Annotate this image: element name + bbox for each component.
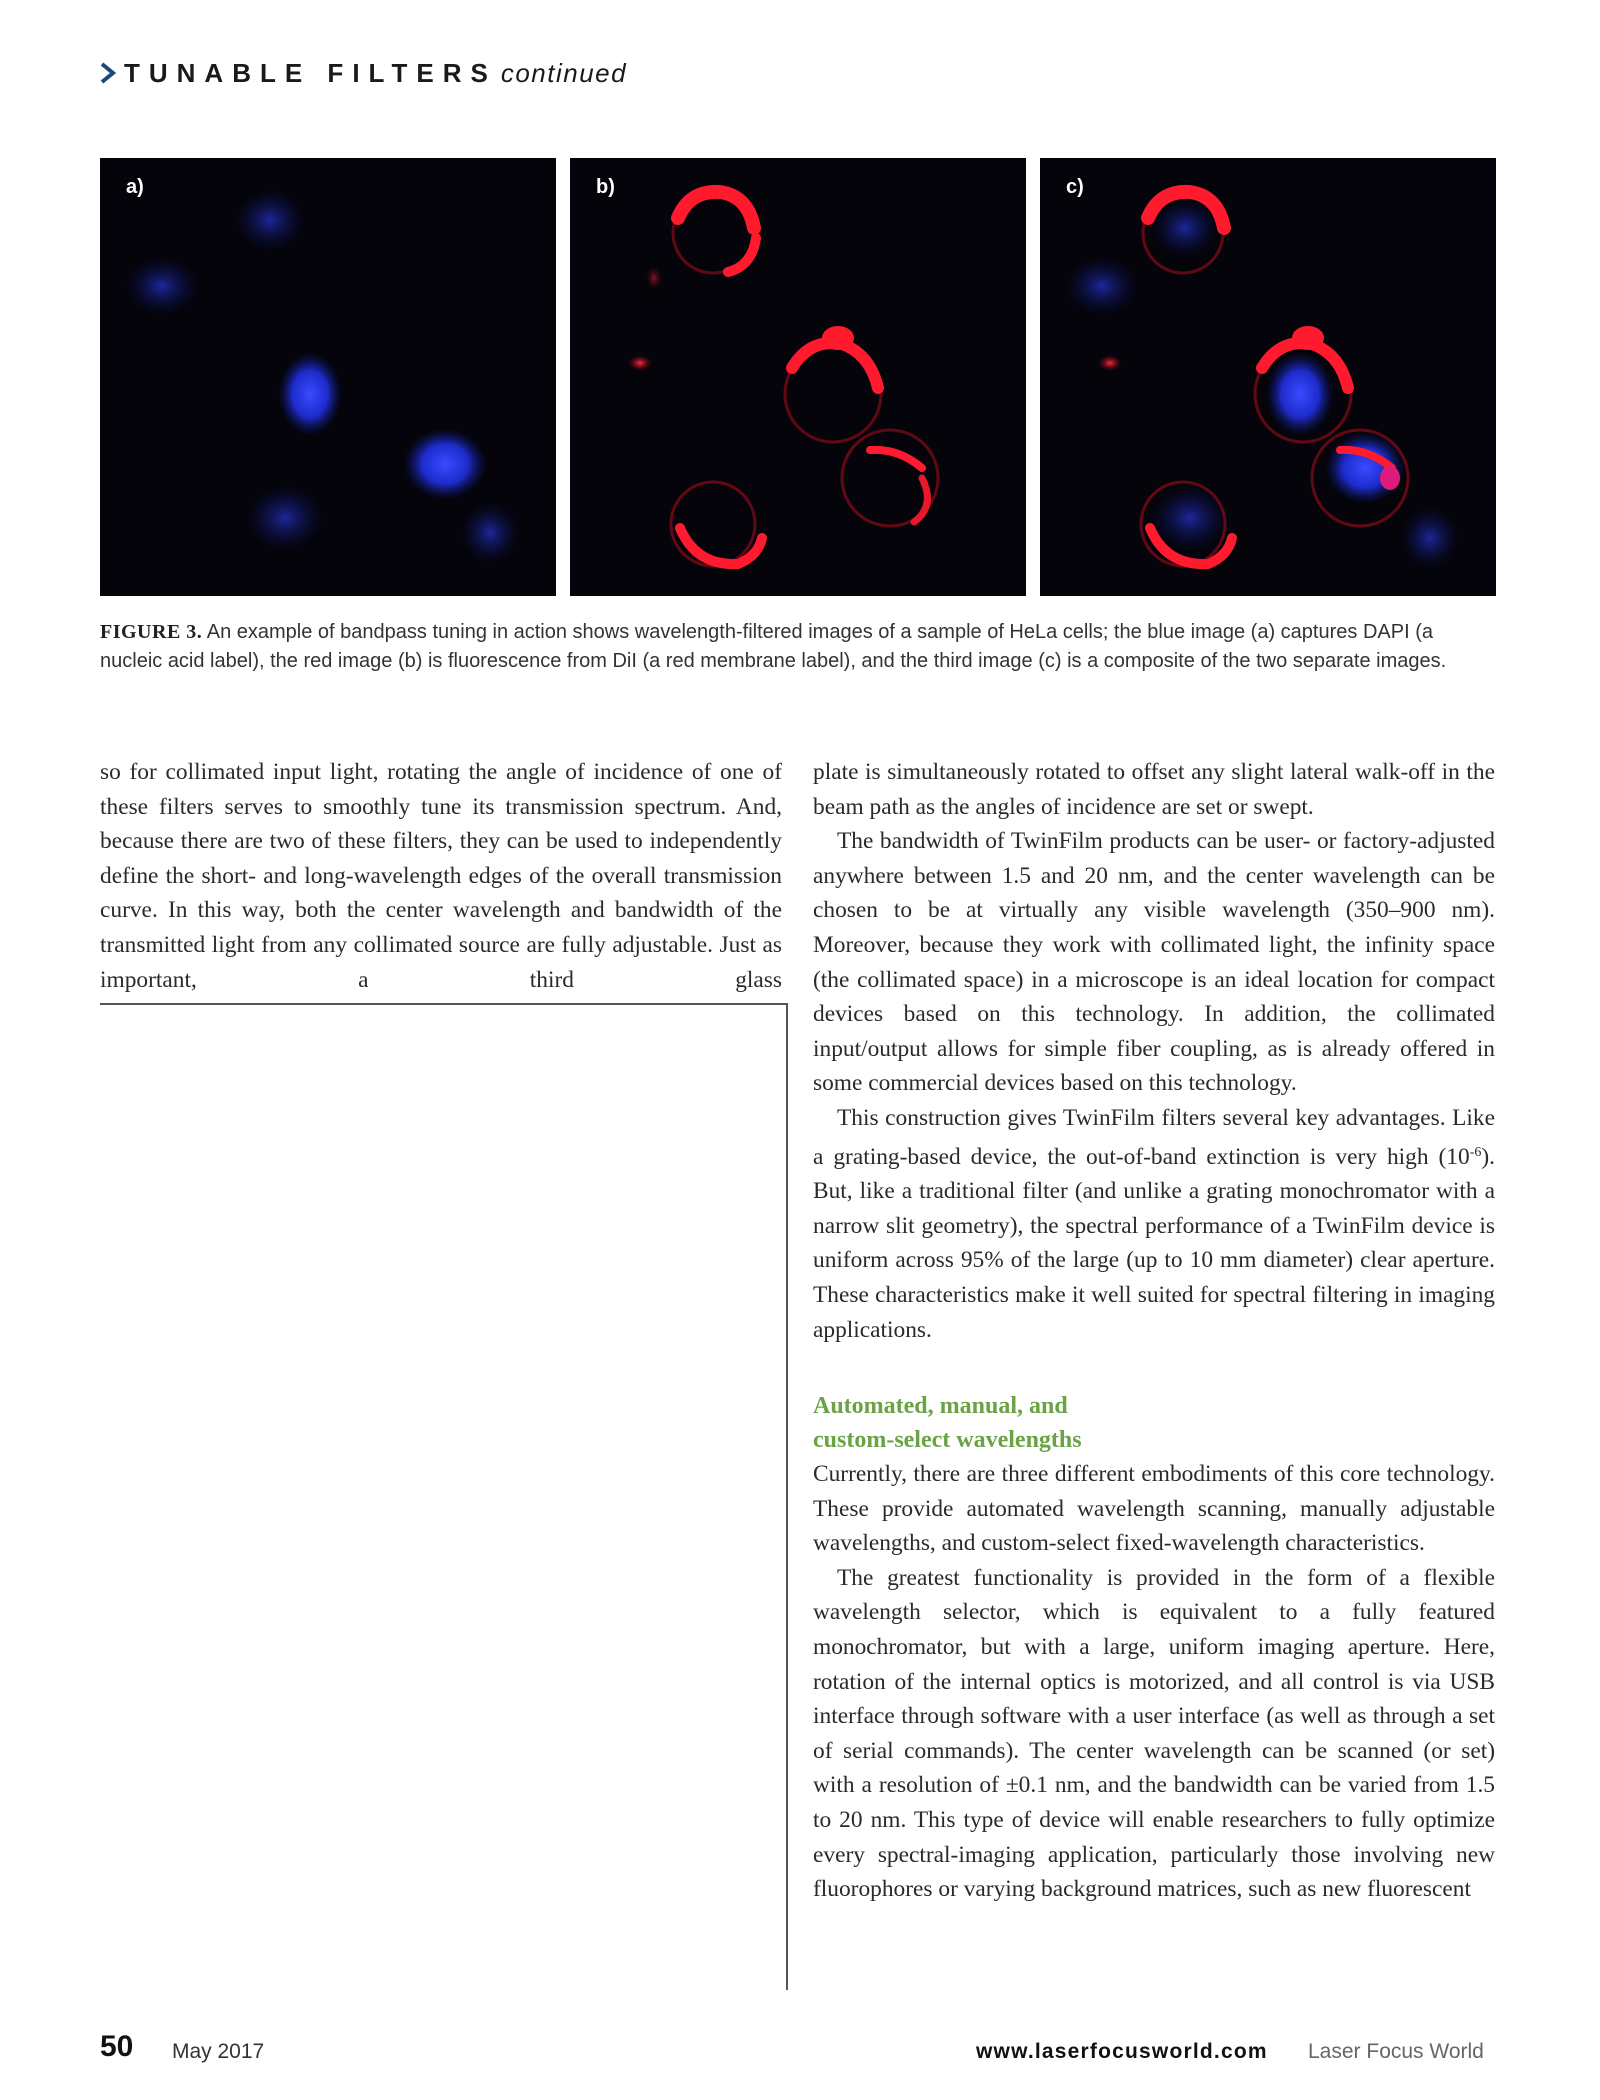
column-divider-vertical bbox=[786, 1004, 788, 1990]
figure-caption bbox=[100, 618, 1500, 676]
column-divider-horizontal bbox=[100, 1003, 788, 1005]
panel-label-b: b) bbox=[596, 176, 615, 198]
section-title: TUNABLE FILTERS bbox=[124, 58, 497, 88]
running-header bbox=[98, 58, 627, 89]
website-link[interactable]: www.laserfocusworld.com bbox=[976, 2040, 1268, 2063]
issue-date: May 2017 bbox=[172, 2040, 265, 2063]
body-column-left bbox=[100, 755, 782, 997]
superscript-exponent: -6 bbox=[1469, 1144, 1482, 1160]
figure-panel-c bbox=[1040, 158, 1496, 596]
paragraph: Currently, there are three different embodiments of this core technology. These provide automated wavelength scanning, manually adjustable wavelengths, and custom-select fixed-wavelength characteristics. bbox=[813, 1461, 1495, 1557]
paragraph: The bandwidth of TwinFilm products can be user- or factory-adjusted anywhere between 1.5 and 20 nm, and the center wavelength can be chosen to be at virtually any visible wavelength (350–900 nm). Moreover, because they work with collimated light, the infinity space (the collimated space) in a microscope is an ideal location for compact devices based on this technology. In addition, the collimated input/output allows for simple fiber coupling, as is already offered in some commercial devices based on this technology. bbox=[813, 828, 1495, 1097]
figure-3 bbox=[100, 158, 1496, 596]
panel-label-a: a) bbox=[126, 176, 144, 198]
section-heading-line: custom-select wavelengths bbox=[813, 1427, 1082, 1454]
figure-panel-b bbox=[570, 158, 1026, 596]
figure-panel-a bbox=[100, 158, 556, 596]
figure-caption-text: An example of bandpass tuning in action shows wavelength-filtered images of a sample of HeLa cells; the blue image (a) captures DAPI (a nucleic acid label), the red image (b) is fluorescence from DiI (a red membrane label), and the third image (c) is a composite of the two separate images. bbox=[100, 621, 1447, 672]
section-heading bbox=[813, 1389, 1495, 1457]
section-heading-line: Automated, manual, and bbox=[813, 1393, 1068, 1420]
paragraph: so for collimated input light, rotating the angle of incidence of one of these filters serves to smoothly tune its transmission spectrum. And, because there are two of these filters, they can be used to independently define the short- and long-wavelength edges of the overall transmission curve. In this way, both the center wavelength and bandwidth of the transmitted light from any collimated source are fully adjustable. Just as important, a third glass bbox=[100, 759, 782, 993]
paragraph: plate is simultaneously rotated to offset any slight lateral walk-off in the beam path as the angles of incidence are set or swept. bbox=[813, 759, 1495, 820]
paragraph-text: This construction gives TwinFilm filters several key advantages. Like a grating-based device, the out-of-band extinction is very high (10 bbox=[813, 1104, 1495, 1170]
page-number: 50 bbox=[100, 2030, 134, 2063]
figure-caption-label: FIGURE 3. bbox=[100, 621, 203, 643]
panel-label-c: c) bbox=[1066, 176, 1084, 198]
body-column-right bbox=[813, 755, 1495, 1907]
chevron-right-icon bbox=[98, 62, 118, 84]
magazine-name: Laser Focus World bbox=[1308, 2040, 1484, 2063]
paragraph: The greatest functionality is provided in the form of a flexible wavelength selector, which is equivalent to a fully featured monochromator, but with a large, uniform imaging aperture. Here, rotation of the internal optics is motorized, and all control is via USB interface through software with a user interface (as well as through a set of serial commands). The center wavelength can be scanned (or set) with a resolution of ±0.1 nm, and the bandwidth can be varied from 1.5 to 20 nm. This type of device will enable researchers to fully optimize every spectral-imaging application, particularly those involving new fluorophores or varying background matrices, such as new fluorescent bbox=[813, 1564, 1495, 1903]
paragraph-text: ). But, like a traditional filter (and unlike a grating monochromator with a narrow slit geometry), the spectral performance of a TwinFilm device is uniform across 95% of the large (up to 10 mm diameter) clear aperture. These characteristics make it well suited for spectral filtering in imaging applications. bbox=[813, 1143, 1495, 1343]
paragraph bbox=[813, 1101, 1495, 1347]
continued-label: continued bbox=[500, 58, 628, 88]
